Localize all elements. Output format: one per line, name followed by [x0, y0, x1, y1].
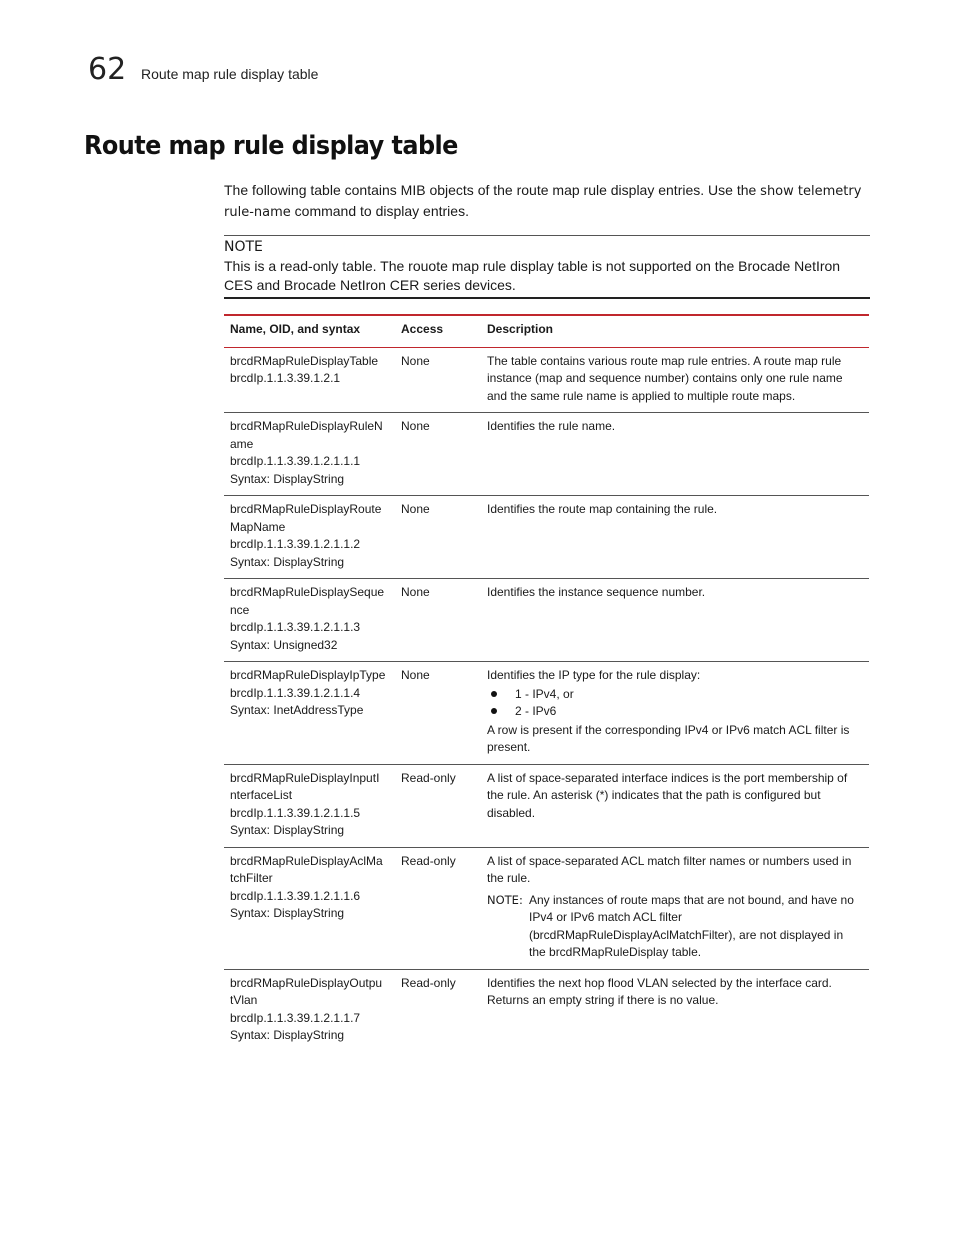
bullet-list — [487, 686, 863, 721]
description-text: A list of space-separated interface indices is the port membership of the rule. An asterisk (*) indicates that the path is configured but disabled. — [487, 770, 848, 820]
name-line: Syntax: DisplayString — [230, 1028, 345, 1042]
bullet-item: 2 - IPv6 — [487, 703, 863, 721]
inline-note-text: Any instances of route maps that are not bound, and have no IPv4 or IPv6 match ACL filter (brcdRMapRuleDisplayAclMatchFilter), are not displayed in the brcdRMapRuleDisplay table. — [529, 892, 854, 959]
description-text: A list of space-separated ACL match filter names or numbers used in the rule. — [487, 853, 852, 885]
cell-access: Read-only — [395, 764, 481, 847]
chapter-number: 62 — [88, 52, 127, 87]
name-line: brcdRMapRuleDisplaySeque — [230, 585, 385, 599]
cell-description — [481, 413, 869, 496]
intro-paragraph — [224, 181, 864, 222]
name-line: brcdRMapRuleDisplayInputI — [230, 770, 380, 785]
name-line: brcdIp.1.1.3.39.1.2.1.1.7 — [230, 1010, 361, 1025]
description-text: Identifies the IP type for the rule display: — [487, 668, 701, 682]
description-text: Identifies the rule name. — [487, 419, 616, 433]
name-line: brcdIp.1.1.3.39.1.2.1.1.5 — [230, 805, 361, 820]
table-row — [224, 764, 869, 847]
name-line: Syntax: Unsigned32 — [230, 637, 338, 652]
page-title: Route map rule display table — [84, 131, 458, 161]
name-line: brcdIp.1.1.3.39.1.2.1.1.2 — [230, 537, 361, 551]
running-header-title: Route map rule display table — [141, 66, 319, 82]
name-line: brcdRMapRuleDisplayRoute — [230, 502, 382, 516]
mib-objects-table — [224, 314, 869, 1052]
inline-note — [487, 892, 863, 962]
header-access: Access — [395, 315, 481, 347]
name-line: Syntax: DisplayString — [230, 906, 345, 920]
table-row — [224, 969, 869, 1052]
description-extra-text: A row is present if the corresponding IPv4 or IPv6 match ACL filter is present. — [487, 722, 850, 754]
name-line: nce — [230, 602, 250, 617]
name-line: Syntax: DisplayString — [230, 823, 345, 837]
cell-description — [481, 764, 869, 847]
note-box — [224, 235, 870, 299]
inline-note-label: NOTE: — [487, 892, 523, 907]
name-line: brcdIp.1.1.3.39.1.2.1.1.4 — [230, 685, 361, 700]
description-text: The table contains various route map rule entries. A route map rule instance (map and sequence number) contains only one rule name and the same rule name is applied to multiple route maps. — [487, 353, 843, 403]
name-line: brcdRMapRuleDisplayAclMa — [230, 853, 383, 868]
cell-description — [481, 662, 869, 765]
note-text: This is a read-only table. The rouote map rule display table is not supported on the Brocade NetIron CES and Brocade NetIron CER series devices. — [224, 258, 841, 293]
name-line: brcdRMapRuleDisplayTable — [230, 353, 379, 368]
cell-name-oid-syntax — [224, 413, 395, 496]
cell-description — [481, 847, 869, 969]
header-name-oid-syntax: Name, OID, and syntax — [224, 315, 395, 347]
cell-name-oid-syntax — [224, 347, 395, 413]
table-row — [224, 662, 869, 765]
table-header-row — [224, 315, 869, 347]
description-text: Identifies the route map containing the rule. — [487, 502, 718, 516]
name-line: Syntax: DisplayString — [230, 554, 345, 569]
cell-access: None — [395, 579, 481, 662]
name-line: Syntax: DisplayString — [230, 471, 345, 486]
intro-command: show telemetry rule-name — [224, 184, 862, 220]
table-row — [224, 579, 869, 662]
description-text: Identifies the instance sequence number. — [487, 585, 706, 599]
cell-access: None — [395, 662, 481, 765]
cell-description — [481, 347, 869, 413]
cell-access: Read-only — [395, 847, 481, 969]
cell-name-oid-syntax — [224, 969, 395, 1052]
cell-access: None — [395, 496, 481, 579]
name-line: MapName — [230, 519, 286, 534]
cell-access: None — [395, 347, 481, 413]
name-line: brcdIp.1.1.3.39.1.2.1.1.3 — [230, 620, 361, 634]
table-row — [224, 847, 869, 969]
cell-name-oid-syntax — [224, 579, 395, 662]
table-body — [224, 347, 869, 1052]
name-line: brcdRMapRuleDisplayIpType — [230, 668, 386, 682]
cell-access: None — [395, 413, 481, 496]
table-row — [224, 413, 869, 496]
cell-name-oid-syntax — [224, 764, 395, 847]
table-row — [224, 496, 869, 579]
note-label: NOTE — [224, 239, 263, 255]
description-text: Identifies the next hop flood VLAN selected by the interface card. Returns an empty string if there is no value. — [487, 975, 832, 1007]
cell-description — [481, 969, 869, 1052]
name-line: brcdRMapRuleDisplayRuleN — [230, 419, 383, 433]
name-line: tVlan — [230, 993, 258, 1007]
cell-description — [481, 579, 869, 662]
intro-text-before: The following table contains MIB objects of the route map rule display entries. Use the — [224, 182, 761, 198]
cell-description — [481, 496, 869, 579]
name-line: brcdIp.1.1.3.39.1.2.1.1.1 — [230, 454, 361, 468]
cell-name-oid-syntax — [224, 662, 395, 765]
cell-access: Read-only — [401, 975, 456, 990]
cell-name-oid-syntax — [224, 496, 395, 579]
name-line: brcdIp.1.1.3.39.1.2.1 — [230, 371, 341, 385]
intro-text-after: command to display entries. — [290, 202, 469, 219]
name-line: Syntax: InetAddressType — [230, 703, 364, 717]
name-line: ame — [230, 436, 254, 451]
table-row — [224, 347, 869, 413]
name-line: nterfaceList — [230, 788, 293, 802]
name-line: brcdRMapRuleDisplayOutpu — [230, 975, 383, 990]
name-line: brcdIp.1.1.3.39.1.2.1.1.6 — [230, 888, 361, 903]
bullet-item: 1 - IPv4, or — [487, 686, 863, 704]
header-description: Description — [481, 315, 869, 347]
name-line: tchFilter — [230, 871, 273, 885]
cell-name-oid-syntax — [224, 847, 395, 969]
